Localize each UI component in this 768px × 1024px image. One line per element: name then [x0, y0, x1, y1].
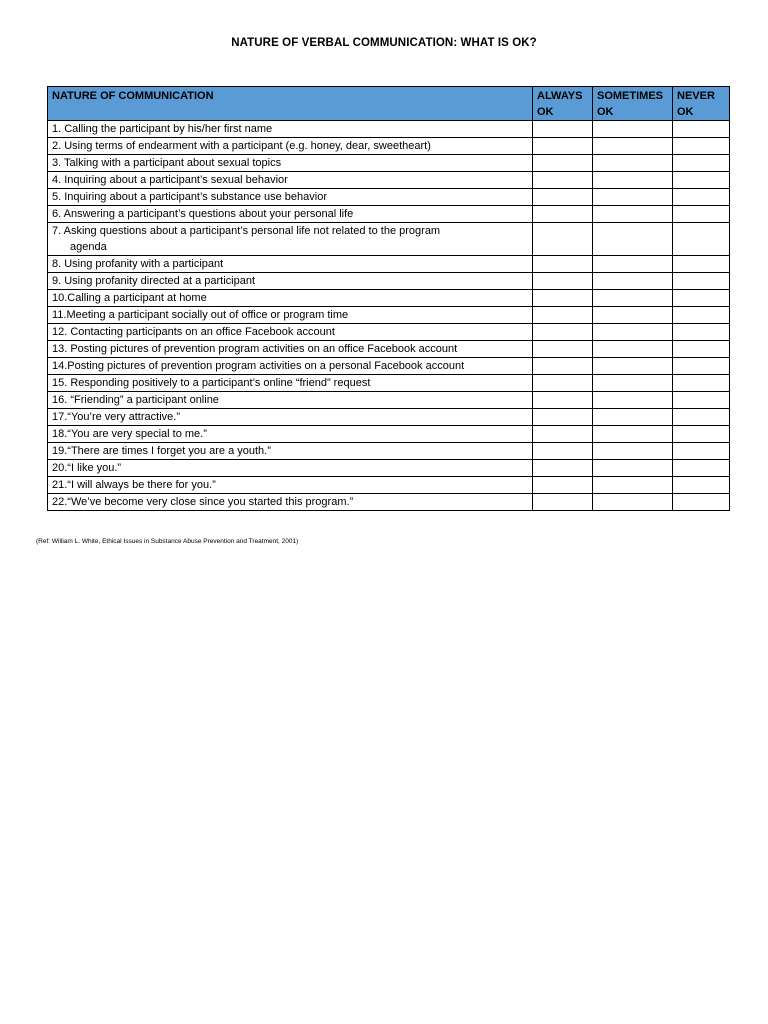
table-row	[48, 121, 730, 138]
header-nature-of-communication	[48, 87, 533, 121]
communication-item	[48, 443, 533, 460]
table-row	[48, 392, 730, 409]
table-row	[48, 256, 730, 273]
header-sometimes-ok	[593, 87, 673, 121]
always-ok-cell[interactable]	[533, 494, 593, 511]
communication-item-text: 13. Posting pictures of prevention program activities on an office Facebook account	[52, 343, 458, 355]
sometimes-ok-cell[interactable]	[593, 121, 673, 138]
communication-item	[48, 460, 533, 477]
never-ok-cell[interactable]	[673, 307, 730, 324]
communication-item-text: 1. Calling the participant by his/her first name	[52, 123, 273, 135]
table-row	[48, 223, 730, 256]
table-row	[48, 138, 730, 155]
communication-item	[48, 121, 533, 138]
always-ok-cell[interactable]	[533, 375, 593, 392]
always-ok-cell[interactable]	[533, 460, 593, 477]
header-never-ok	[673, 87, 730, 121]
sometimes-ok-cell[interactable]	[593, 206, 673, 223]
always-ok-cell[interactable]	[533, 155, 593, 172]
sometimes-ok-cell[interactable]	[593, 392, 673, 409]
communication-item-text: 15. Responding positively to a participant’s online “friend” request	[52, 377, 371, 389]
sometimes-ok-cell[interactable]	[593, 494, 673, 511]
communication-item	[48, 206, 533, 223]
communication-item	[48, 494, 533, 511]
never-ok-cell[interactable]	[673, 358, 730, 375]
communication-item	[48, 426, 533, 443]
sometimes-ok-cell[interactable]	[593, 324, 673, 341]
communication-item	[48, 358, 533, 375]
sometimes-ok-cell[interactable]	[593, 375, 673, 392]
sometimes-ok-cell[interactable]	[593, 409, 673, 426]
communication-item	[48, 290, 533, 307]
table-row	[48, 494, 730, 511]
communication-item-text: 10.Calling a participant at home	[52, 292, 207, 304]
table-row	[48, 324, 730, 341]
communication-item	[48, 409, 533, 426]
table-row	[48, 290, 730, 307]
always-ok-cell[interactable]	[533, 307, 593, 324]
header-never-line1: NEVER	[677, 90, 715, 102]
communication-item	[48, 256, 533, 273]
header-always-ok	[533, 87, 593, 121]
sometimes-ok-cell[interactable]	[593, 172, 673, 189]
sometimes-ok-cell[interactable]	[593, 307, 673, 324]
always-ok-cell[interactable]	[533, 443, 593, 460]
communication-item	[48, 189, 533, 206]
sometimes-ok-cell[interactable]	[593, 460, 673, 477]
communication-item-text: 5. Inquiring about a participant’s substance use behavior	[52, 191, 327, 203]
sometimes-ok-cell[interactable]	[593, 426, 673, 443]
table-row	[48, 477, 730, 494]
communication-item-text: 12. Contacting participants on an office Facebook account	[52, 326, 335, 338]
communication-item-text: 9. Using profanity directed at a participant	[52, 275, 256, 287]
always-ok-cell[interactable]	[533, 426, 593, 443]
table-row	[48, 409, 730, 426]
always-ok-cell[interactable]	[533, 172, 593, 189]
communication-item-text: 18.“You are very special to me.”	[52, 428, 207, 440]
never-ok-cell[interactable]	[673, 155, 730, 172]
table-row	[48, 443, 730, 460]
communication-item	[48, 324, 533, 341]
never-ok-cell[interactable]	[673, 223, 730, 256]
communication-item	[48, 341, 533, 358]
always-ok-cell[interactable]	[533, 290, 593, 307]
never-ok-cell[interactable]	[673, 324, 730, 341]
always-ok-cell[interactable]	[533, 273, 593, 290]
communication-item-text: 22.“We’ve become very close since you started this program.”	[52, 496, 354, 508]
table-row	[48, 358, 730, 375]
communication-item-text: 20.“I like you.”	[52, 462, 122, 474]
never-ok-cell[interactable]	[673, 256, 730, 273]
always-ok-cell[interactable]	[533, 121, 593, 138]
always-ok-cell[interactable]	[533, 392, 593, 409]
always-ok-cell[interactable]	[533, 189, 593, 206]
header-always-line2: OK	[537, 106, 554, 118]
communication-item	[48, 375, 533, 392]
communication-item	[48, 223, 533, 256]
table-row	[48, 273, 730, 290]
never-ok-cell[interactable]	[673, 392, 730, 409]
never-ok-cell[interactable]	[673, 409, 730, 426]
never-ok-cell[interactable]	[673, 443, 730, 460]
sometimes-ok-cell[interactable]	[593, 358, 673, 375]
always-ok-cell[interactable]	[533, 477, 593, 494]
communication-item-text: 16. “Friending” a participant online	[52, 394, 219, 406]
never-ok-cell[interactable]	[673, 426, 730, 443]
never-ok-cell[interactable]	[673, 341, 730, 358]
never-ok-cell[interactable]	[673, 172, 730, 189]
header-sometimes-line1: SOMETIMES	[597, 90, 664, 102]
header-always-line1: ALWAYS	[537, 90, 583, 102]
communication-item-text: 6. Answering a participant’s questions about your personal life	[52, 208, 354, 220]
table-row	[48, 426, 730, 443]
table-row	[48, 307, 730, 324]
always-ok-cell[interactable]	[533, 324, 593, 341]
always-ok-cell[interactable]	[533, 206, 593, 223]
communication-item	[48, 307, 533, 324]
reference-citation: (Ref: William L. White, Ethical Issues in Substance Abuse Prevention and Treatment, 2001)	[36, 538, 299, 545]
communication-item-text: 21.“I will always be there for you.”	[52, 479, 216, 491]
table-row	[48, 206, 730, 223]
sometimes-ok-cell[interactable]	[593, 138, 673, 155]
communication-item-text: 11.Meeting a participant socially out of office or program time	[52, 309, 349, 321]
table-row	[48, 375, 730, 392]
communication-item-text: 19.“There are times I forget you are a youth.”	[52, 445, 271, 457]
never-ok-cell[interactable]	[673, 138, 730, 155]
communication-item-text: 3. Talking with a participant about sexual topics	[52, 157, 282, 169]
communication-item	[48, 172, 533, 189]
never-ok-cell[interactable]	[673, 121, 730, 138]
never-ok-cell[interactable]	[673, 494, 730, 511]
header-nature-label: NATURE OF COMMUNICATION	[52, 90, 214, 102]
sometimes-ok-cell[interactable]	[593, 189, 673, 206]
table-row	[48, 189, 730, 206]
page-title: NATURE OF VERBAL COMMUNICATION: WHAT IS OK?	[231, 37, 537, 49]
table-row	[48, 172, 730, 189]
communication-item-text: 14.Posting pictures of prevention program activities on a personal Facebook account	[52, 360, 465, 372]
communication-item-text: 7. Asking questions about a participant’s personal life not related to the program	[52, 225, 441, 237]
sometimes-ok-cell[interactable]	[593, 477, 673, 494]
never-ok-cell[interactable]	[673, 189, 730, 206]
communication-item	[48, 477, 533, 494]
never-ok-cell[interactable]	[673, 290, 730, 307]
communication-item-text-continued: agenda	[70, 241, 107, 253]
never-ok-cell[interactable]	[673, 460, 730, 477]
communication-item-text: 17.“You’re very attractive.”	[52, 411, 180, 423]
always-ok-cell[interactable]	[533, 223, 593, 256]
always-ok-cell[interactable]	[533, 138, 593, 155]
sometimes-ok-cell[interactable]	[593, 290, 673, 307]
sometimes-ok-cell[interactable]	[593, 273, 673, 290]
sometimes-ok-cell[interactable]	[593, 341, 673, 358]
header-sometimes-line2: OK	[597, 106, 614, 118]
communication-item	[48, 138, 533, 155]
sometimes-ok-cell[interactable]	[593, 155, 673, 172]
never-ok-cell[interactable]	[673, 477, 730, 494]
sometimes-ok-cell[interactable]	[593, 443, 673, 460]
communication-item-text: 2. Using terms of endearment with a participant (e.g. honey, dear, sweetheart)	[52, 140, 431, 152]
communication-item	[48, 392, 533, 409]
never-ok-cell[interactable]	[673, 375, 730, 392]
sometimes-ok-cell[interactable]	[593, 256, 673, 273]
communication-item	[48, 155, 533, 172]
communication-item	[48, 273, 533, 290]
communication-item-text: 4. Inquiring about a participant’s sexual behavior	[52, 174, 288, 186]
communication-worksheet-table	[47, 86, 730, 511]
table-header-row	[48, 87, 730, 121]
table-row	[48, 155, 730, 172]
sometimes-ok-cell[interactable]	[593, 223, 673, 256]
never-ok-cell[interactable]	[673, 273, 730, 290]
table-row	[48, 460, 730, 477]
communication-item-text: 8. Using profanity with a participant	[52, 258, 224, 270]
header-never-line2: OK	[677, 106, 694, 118]
always-ok-cell[interactable]	[533, 409, 593, 426]
always-ok-cell[interactable]	[533, 358, 593, 375]
always-ok-cell[interactable]	[533, 341, 593, 358]
never-ok-cell[interactable]	[673, 206, 730, 223]
always-ok-cell[interactable]	[533, 256, 593, 273]
table-row	[48, 341, 730, 358]
